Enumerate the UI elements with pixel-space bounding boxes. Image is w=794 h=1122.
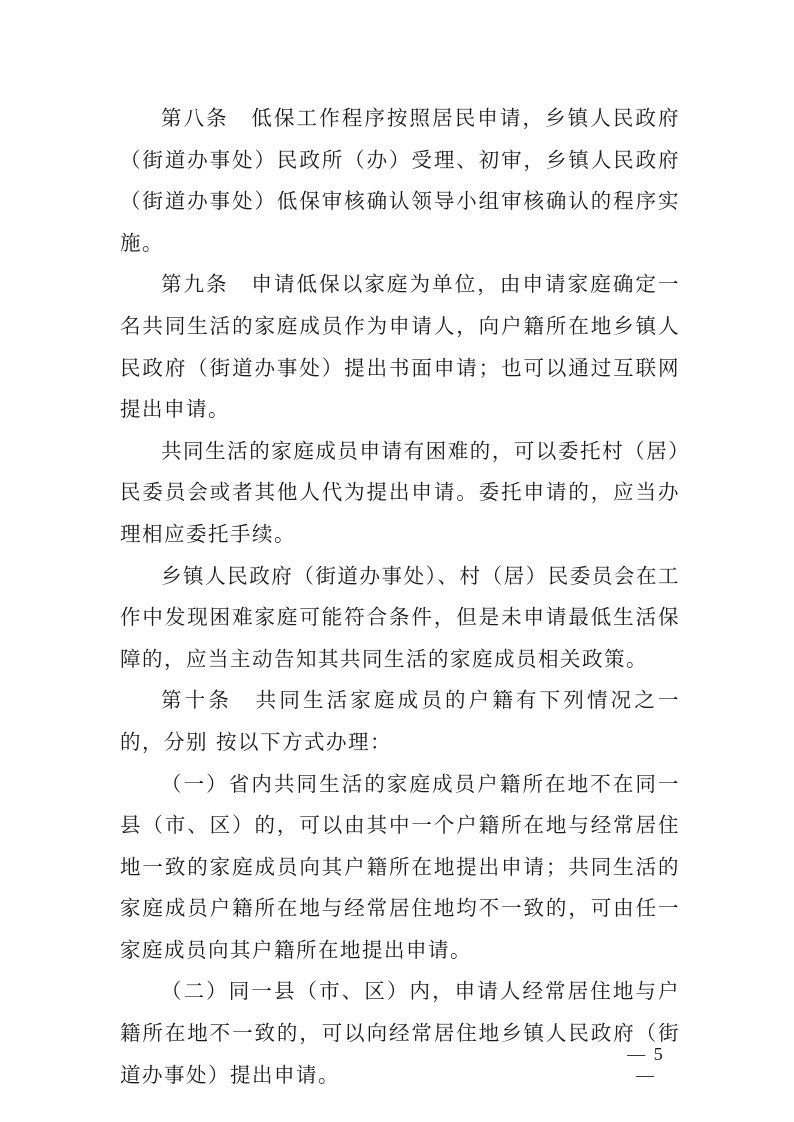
article-9-notify-text: 乡镇人民政府（街道办事处）、村（居）民委员会在工作中发现困难家庭可能符合条件，但是未申请最低生活保障的，应当主动告知其共同生活的家庭成员相关政策。 bbox=[120, 563, 680, 671]
article-10-item-1-text: （一）省内共同生活的家庭成员户籍所在地不在同一县（市、区）的，可以由其中一个户籍所在地与经常居住地一致的家庭成员向其户籍所在地提出申请；共同生活的家庭成员户籍所在地与经常居住地均不一致的，可由任一家庭成员向其户籍所在地提出申请。 bbox=[120, 771, 680, 962]
article-8-paragraph bbox=[120, 98, 680, 264]
article-9-notify-paragraph bbox=[120, 556, 680, 681]
body-text bbox=[120, 98, 680, 1096]
article-9-paragraph bbox=[120, 264, 680, 430]
article-10-item-2-text: （二）同一县（市、区）内，申请人经常居住地与户籍所在地不一致的，可以向经常居住地乡镇人民政府（街道办事处）提出申请。 bbox=[120, 979, 680, 1087]
article-10-item-2-paragraph bbox=[120, 971, 680, 1096]
article-9-entrust-text: 共同生活的家庭成员申请有困难的，可以委托村（居）民委员会或者其他人代为提出申请。委托申请的，应当办理相应委托手续。 bbox=[120, 438, 680, 546]
article-10-heading: 第十条 bbox=[161, 688, 232, 713]
article-9-entrust-paragraph bbox=[120, 431, 680, 556]
page-number: — 5 — bbox=[627, 1044, 665, 1085]
article-10-paragraph bbox=[120, 680, 680, 763]
article-8-text: 低保工作程序按照居民申请，乡镇人民政府（街道办事处）民政所（办）受理、初审，乡镇人民政府（街道办事处）低保审核确认领导小组审核确认的程序实施。 bbox=[120, 106, 681, 255]
article-9-text: 申请低保以家庭为单位，由申请家庭确定一名共同生活的家庭成员作为申请人，向户籍所在地乡镇人民政府（街道办事处）提出书面申请；也可以通过互联网提出申请。 bbox=[120, 272, 681, 422]
article-10-text: 共同生活家庭成员的户籍有下列情况之一的，分别 按以下方式办理： bbox=[120, 688, 681, 754]
article-9-heading: 第九条 bbox=[161, 272, 229, 297]
article-8-heading: 第八条 bbox=[161, 106, 229, 130]
article-10-item-1-paragraph bbox=[120, 764, 680, 972]
